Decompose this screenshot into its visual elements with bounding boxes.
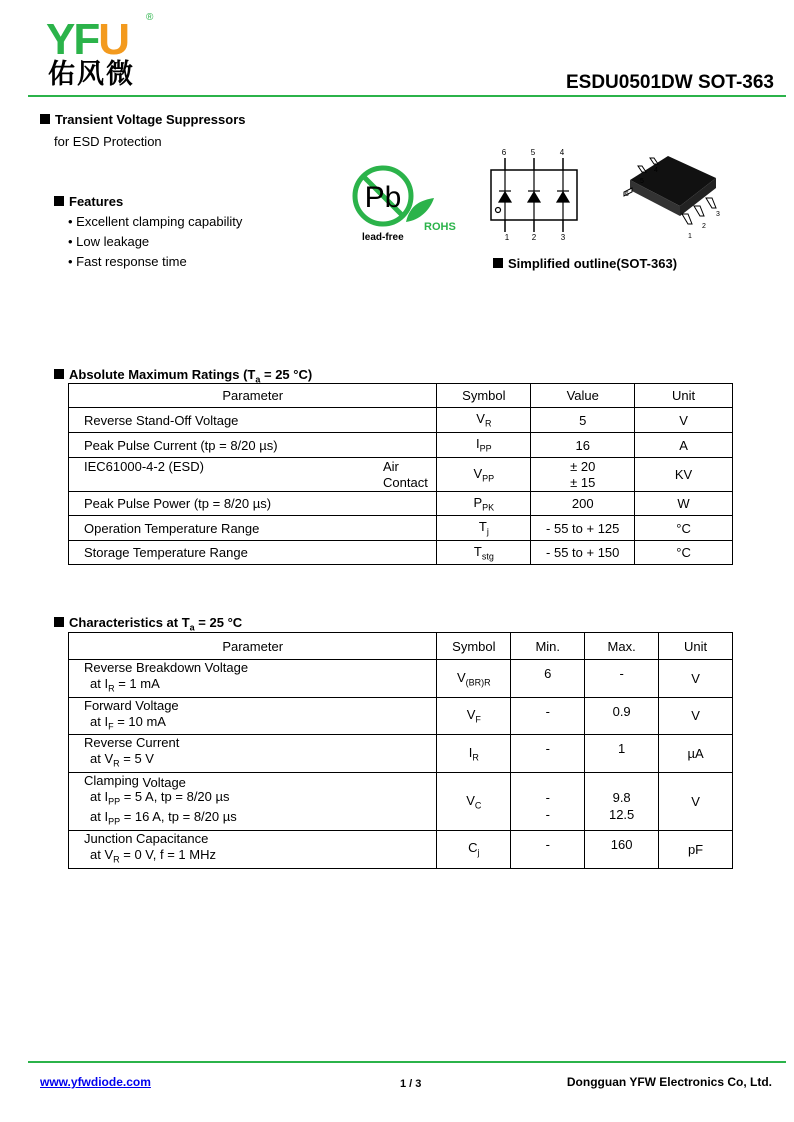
column-header: Unit bbox=[659, 633, 733, 660]
lead-free-text: lead-free bbox=[362, 232, 404, 243]
feature-item: • Low leakage bbox=[68, 234, 150, 249]
intro-title: Transient Voltage Suppressors bbox=[40, 112, 245, 127]
bullet-square-icon bbox=[54, 369, 64, 379]
symbol-cell: $P_{PK}$ bbox=[437, 492, 531, 516]
bullet-square-icon bbox=[493, 258, 503, 268]
unit-cell: µA bbox=[659, 735, 733, 773]
logo-letter-y: Y bbox=[46, 15, 74, 64]
pin-label: 4 bbox=[559, 148, 565, 157]
column-header: Symbol bbox=[437, 384, 531, 408]
feature-item: • Fast response time bbox=[68, 254, 187, 269]
table-row bbox=[69, 697, 733, 735]
pin-label: 3 bbox=[716, 211, 720, 218]
pin-label: 2 bbox=[702, 223, 706, 230]
pin-label: 6 bbox=[501, 148, 507, 157]
table-row bbox=[69, 660, 733, 698]
brand-logo-chinese: 佑风微 bbox=[48, 59, 135, 90]
param-cell: Peak Pulse Current (tp = 8/20 µs) bbox=[69, 433, 437, 458]
table-row bbox=[69, 735, 733, 773]
rohs-text: ROHS bbox=[424, 221, 456, 233]
max-cell: 9.8 12.5 bbox=[585, 772, 659, 830]
table-row bbox=[69, 433, 733, 458]
feature-item: • Excellent clamping capability bbox=[68, 214, 243, 229]
characteristics-table bbox=[68, 632, 733, 869]
symbol-cell: $I_{PP}$ bbox=[437, 433, 531, 458]
unit-cell: V bbox=[659, 772, 733, 830]
features-title: Features bbox=[54, 194, 123, 209]
symbol-cell: $V_C$ bbox=[437, 772, 511, 830]
unit-cell: pF bbox=[659, 830, 733, 868]
symbol-cell: $T_{stg}$ bbox=[437, 541, 531, 565]
unit-cell: V bbox=[659, 697, 733, 735]
max-cell: 160 bbox=[585, 830, 659, 868]
bullet-square-icon bbox=[54, 196, 64, 206]
value-cell: - 55 to + 125 bbox=[531, 516, 635, 541]
table-row bbox=[69, 772, 733, 830]
pin-label: 1 bbox=[504, 233, 510, 242]
symbol-cell: $V_F$ bbox=[437, 697, 511, 735]
pin-label: 1 bbox=[688, 233, 692, 240]
unit-cell: A bbox=[635, 433, 733, 458]
max-cell: 0.9 bbox=[585, 697, 659, 735]
unit-cell: KV bbox=[635, 458, 733, 492]
param-cell: Clamping Voltage at $I_{PP} = 5$ A, tp = 8/20 µs at $I_{PP} = 16$ A, tp = 8/20 µs bbox=[69, 772, 437, 830]
page-number: 1 / 3 bbox=[400, 1078, 422, 1090]
pin-label: 4 bbox=[654, 167, 658, 174]
min-cell: 6 bbox=[511, 660, 585, 698]
value-cell: ± 20 ± 15 bbox=[531, 458, 635, 492]
pin-label: 6 bbox=[625, 191, 629, 198]
param-cell: Junction Capacitance at $V_R = 0$ V, f = 1 MHz bbox=[69, 830, 437, 868]
column-header: Min. bbox=[511, 633, 585, 660]
unit-cell: V bbox=[659, 660, 733, 698]
column-header: Max. bbox=[585, 633, 659, 660]
symbol-cell: $V_R$ bbox=[437, 408, 531, 433]
param-cell: Reverse Stand-Off Voltage bbox=[69, 408, 437, 433]
pin-label: 5 bbox=[530, 148, 536, 157]
max-cell: - bbox=[585, 660, 659, 698]
unit-cell: °C bbox=[635, 541, 733, 565]
param-cell: Reverse Breakdown Voltage at $I_R = 1$ mA bbox=[69, 660, 437, 698]
max-cell: 1 bbox=[585, 735, 659, 773]
value-cell: - 55 to + 150 bbox=[531, 541, 635, 565]
registered-mark: ® bbox=[146, 12, 154, 23]
symbol-cell: $V_{(BR)R}$ bbox=[437, 660, 511, 698]
header-divider bbox=[28, 95, 786, 97]
table-row bbox=[69, 516, 733, 541]
pinout-schematic-diagram bbox=[485, 144, 585, 244]
pb-text: Pb bbox=[364, 181, 402, 214]
table-row bbox=[69, 830, 733, 868]
column-header: Parameter bbox=[69, 633, 437, 660]
symbol-cell: $I_R$ bbox=[437, 735, 511, 773]
footer-divider bbox=[28, 1061, 786, 1063]
value-cell: 16 bbox=[531, 433, 635, 458]
param-cell: Reverse Current at $V_R = 5$ V bbox=[69, 735, 437, 773]
table-row bbox=[69, 408, 733, 433]
table-row bbox=[69, 458, 733, 492]
bullet-square-icon bbox=[54, 617, 64, 627]
value-cell: 5 bbox=[531, 408, 635, 433]
unit-cell: W bbox=[635, 492, 733, 516]
website-link[interactable]: www.yfwdiode.com bbox=[40, 1075, 151, 1089]
column-header: Value bbox=[531, 384, 635, 408]
min-cell: - bbox=[511, 735, 585, 773]
unit-cell: °C bbox=[635, 516, 733, 541]
logo-letter-f: F bbox=[73, 15, 99, 64]
table-row bbox=[69, 541, 733, 565]
param-cell: Storage Temperature Range bbox=[69, 541, 437, 565]
pin-label: 3 bbox=[560, 233, 566, 242]
outline-caption: Simplified outline(SOT-363) bbox=[493, 256, 677, 271]
table-row bbox=[69, 492, 733, 516]
pin-label: 2 bbox=[531, 233, 537, 242]
symbol-cell: $V_{PP}$ bbox=[437, 458, 531, 492]
table-header-row bbox=[69, 633, 733, 660]
table-header-row bbox=[69, 384, 733, 408]
param-cell: IEC61000-4-2 (ESD) Air Contact bbox=[69, 458, 437, 492]
min-cell: - bbox=[511, 830, 585, 868]
param-cell: Peak Pulse Power (tp = 8/20 µs) bbox=[69, 492, 437, 516]
value-cell: 200 bbox=[531, 492, 635, 516]
pin-label: 5 bbox=[640, 178, 644, 185]
min-cell: - - bbox=[511, 772, 585, 830]
characteristics-title: Characteristics at $T_a = 25$ °C bbox=[54, 615, 242, 633]
brand-logo bbox=[46, 15, 129, 64]
column-header: Unit bbox=[635, 384, 733, 408]
bullet-square-icon bbox=[40, 114, 50, 124]
column-header: Symbol bbox=[437, 633, 511, 660]
abs-max-table bbox=[68, 383, 733, 565]
contact-label: Contact bbox=[383, 475, 428, 490]
intro-subtitle: for ESD Protection bbox=[54, 134, 162, 149]
air-label: Air bbox=[383, 459, 399, 474]
lead-free-rohs-badge-icon bbox=[350, 164, 460, 244]
logo-letter-u: U bbox=[98, 15, 129, 64]
param-cell: Forward Voltage at $I_F = 10$ mA bbox=[69, 697, 437, 735]
symbol-cell: $T_j$ bbox=[437, 516, 531, 541]
part-number-title: ESDU0501DW SOT-363 bbox=[565, 72, 774, 93]
column-header: Parameter bbox=[69, 384, 437, 408]
abs-max-title: Absolute Maximum Ratings ($T_a = 25$ °C) bbox=[54, 367, 312, 385]
sot363-package-icon bbox=[620, 150, 730, 245]
company-name: Dongguan YFW Electronics Co, Ltd. bbox=[566, 1075, 772, 1089]
param-cell: Operation Temperature Range bbox=[69, 516, 437, 541]
unit-cell: V bbox=[635, 408, 733, 433]
min-cell: - bbox=[511, 697, 585, 735]
symbol-cell: $C_j$ bbox=[437, 830, 511, 868]
